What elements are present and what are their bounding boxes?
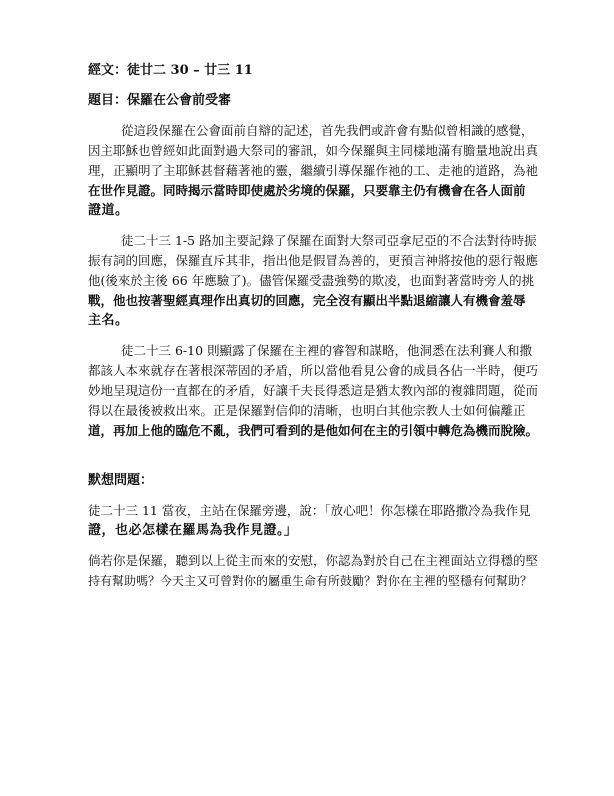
paragraph-2-line-4: 戰，他也按著聖經真理作出真切的回應，完全沒有顯出半點退縮讓人有機會羞辱 [88, 293, 526, 308]
scripture-label: 經文： [88, 63, 128, 78]
paragraph-3-line-4: 得以在最後被救出來。正是保羅對信仰的清晰，也明白其他宗教人士如何偏離正 [88, 403, 526, 418]
topic-line [88, 93, 231, 109]
paragraph-3-line-2: 都該人本來就存在著根深蒂固的矛盾，所以當他看見公會的成員各佔一半時，便巧 [88, 363, 539, 378]
paragraph-1-line-2: 因主耶穌也曾經如此面對過大祭司的審訊，如今保羅與主同樣地滿有膽量地說出真 [88, 143, 539, 158]
paragraph-1-line-5: 證道。 [88, 203, 129, 218]
scripture-reference: 徒廿二 30 – 廿三 11 [127, 63, 253, 78]
paragraph-2-line-3: 他(後來於主後 66 年應驗了)。儘管保羅受盡強勢的欺凌，也面對著當時旁人的挑 [88, 273, 535, 288]
reflection-verse-line-2: 證，也必怎樣在羅馬為我作見證。」 [88, 523, 298, 538]
paragraph-1-line-1: 從這段保羅在公會面前自辯的記述，首先我們或許會有點似曾相識的感覺， [121, 123, 534, 138]
paragraph-2-line-2: 振有詞的回應，保羅直斥其非，指出他是假冒為善的，更預言神將按他的惡行報應 [88, 253, 539, 268]
reflection-heading: 默想問題： [88, 473, 154, 488]
topic-title: 保羅在公會前受審 [127, 93, 232, 108]
reflection-question-line-1: 倘若你是保羅，聽到以上從主而來的安慰，你認為對於自己在主裡面站立得穩的堅 [88, 553, 539, 568]
reflection-question-line-2: 持有幫助嗎？今天主又可曾對你的屬重生命有所鼓勵？對你在主裡的堅穩有何幫助？ [88, 574, 533, 588]
paragraph-2-line-5: 主名。 [88, 313, 129, 328]
reflection-verse-line-1: 徒二十三 11 當夜，主站在保羅旁邊，說：「放心吧！你怎樣在耶路撒冷為我作見 [88, 503, 531, 518]
topic-label: 題目： [88, 93, 128, 108]
paragraph-2-line-1: 徒二十三 1-5 路加主要記錄了保羅在面對大祭司亞拿尼亞的不合法對待時振 [121, 233, 537, 248]
scripture-line [88, 63, 253, 79]
paragraph-3-line-5: 道，再加上他的臨危不亂，我們可看到的是他如何在主的引領中轉危為機而脫險。 [88, 423, 539, 438]
paragraph-3-line-1: 徒二十三 6-10 則顯露了保羅在主裡的睿智和謀略，他洞悉在法利賽人和撒 [121, 343, 533, 358]
paragraph-3-line-3: 妙地呈現這份一直都在的矛盾，好讓千夫長得悉這是猶太教內部的複雜問題，從而 [88, 383, 539, 398]
paragraph-1-line-4: 在世作見證。同時揭示當時即使處於劣境的保羅，只要靠主仍有機會在各人面前 [88, 183, 526, 198]
paragraph-1-line-3: 理，正顯明了主耶穌甚督藉著祂的靈，繼續引導保羅作祂的工、走祂的道路，為祂 [88, 163, 539, 178]
